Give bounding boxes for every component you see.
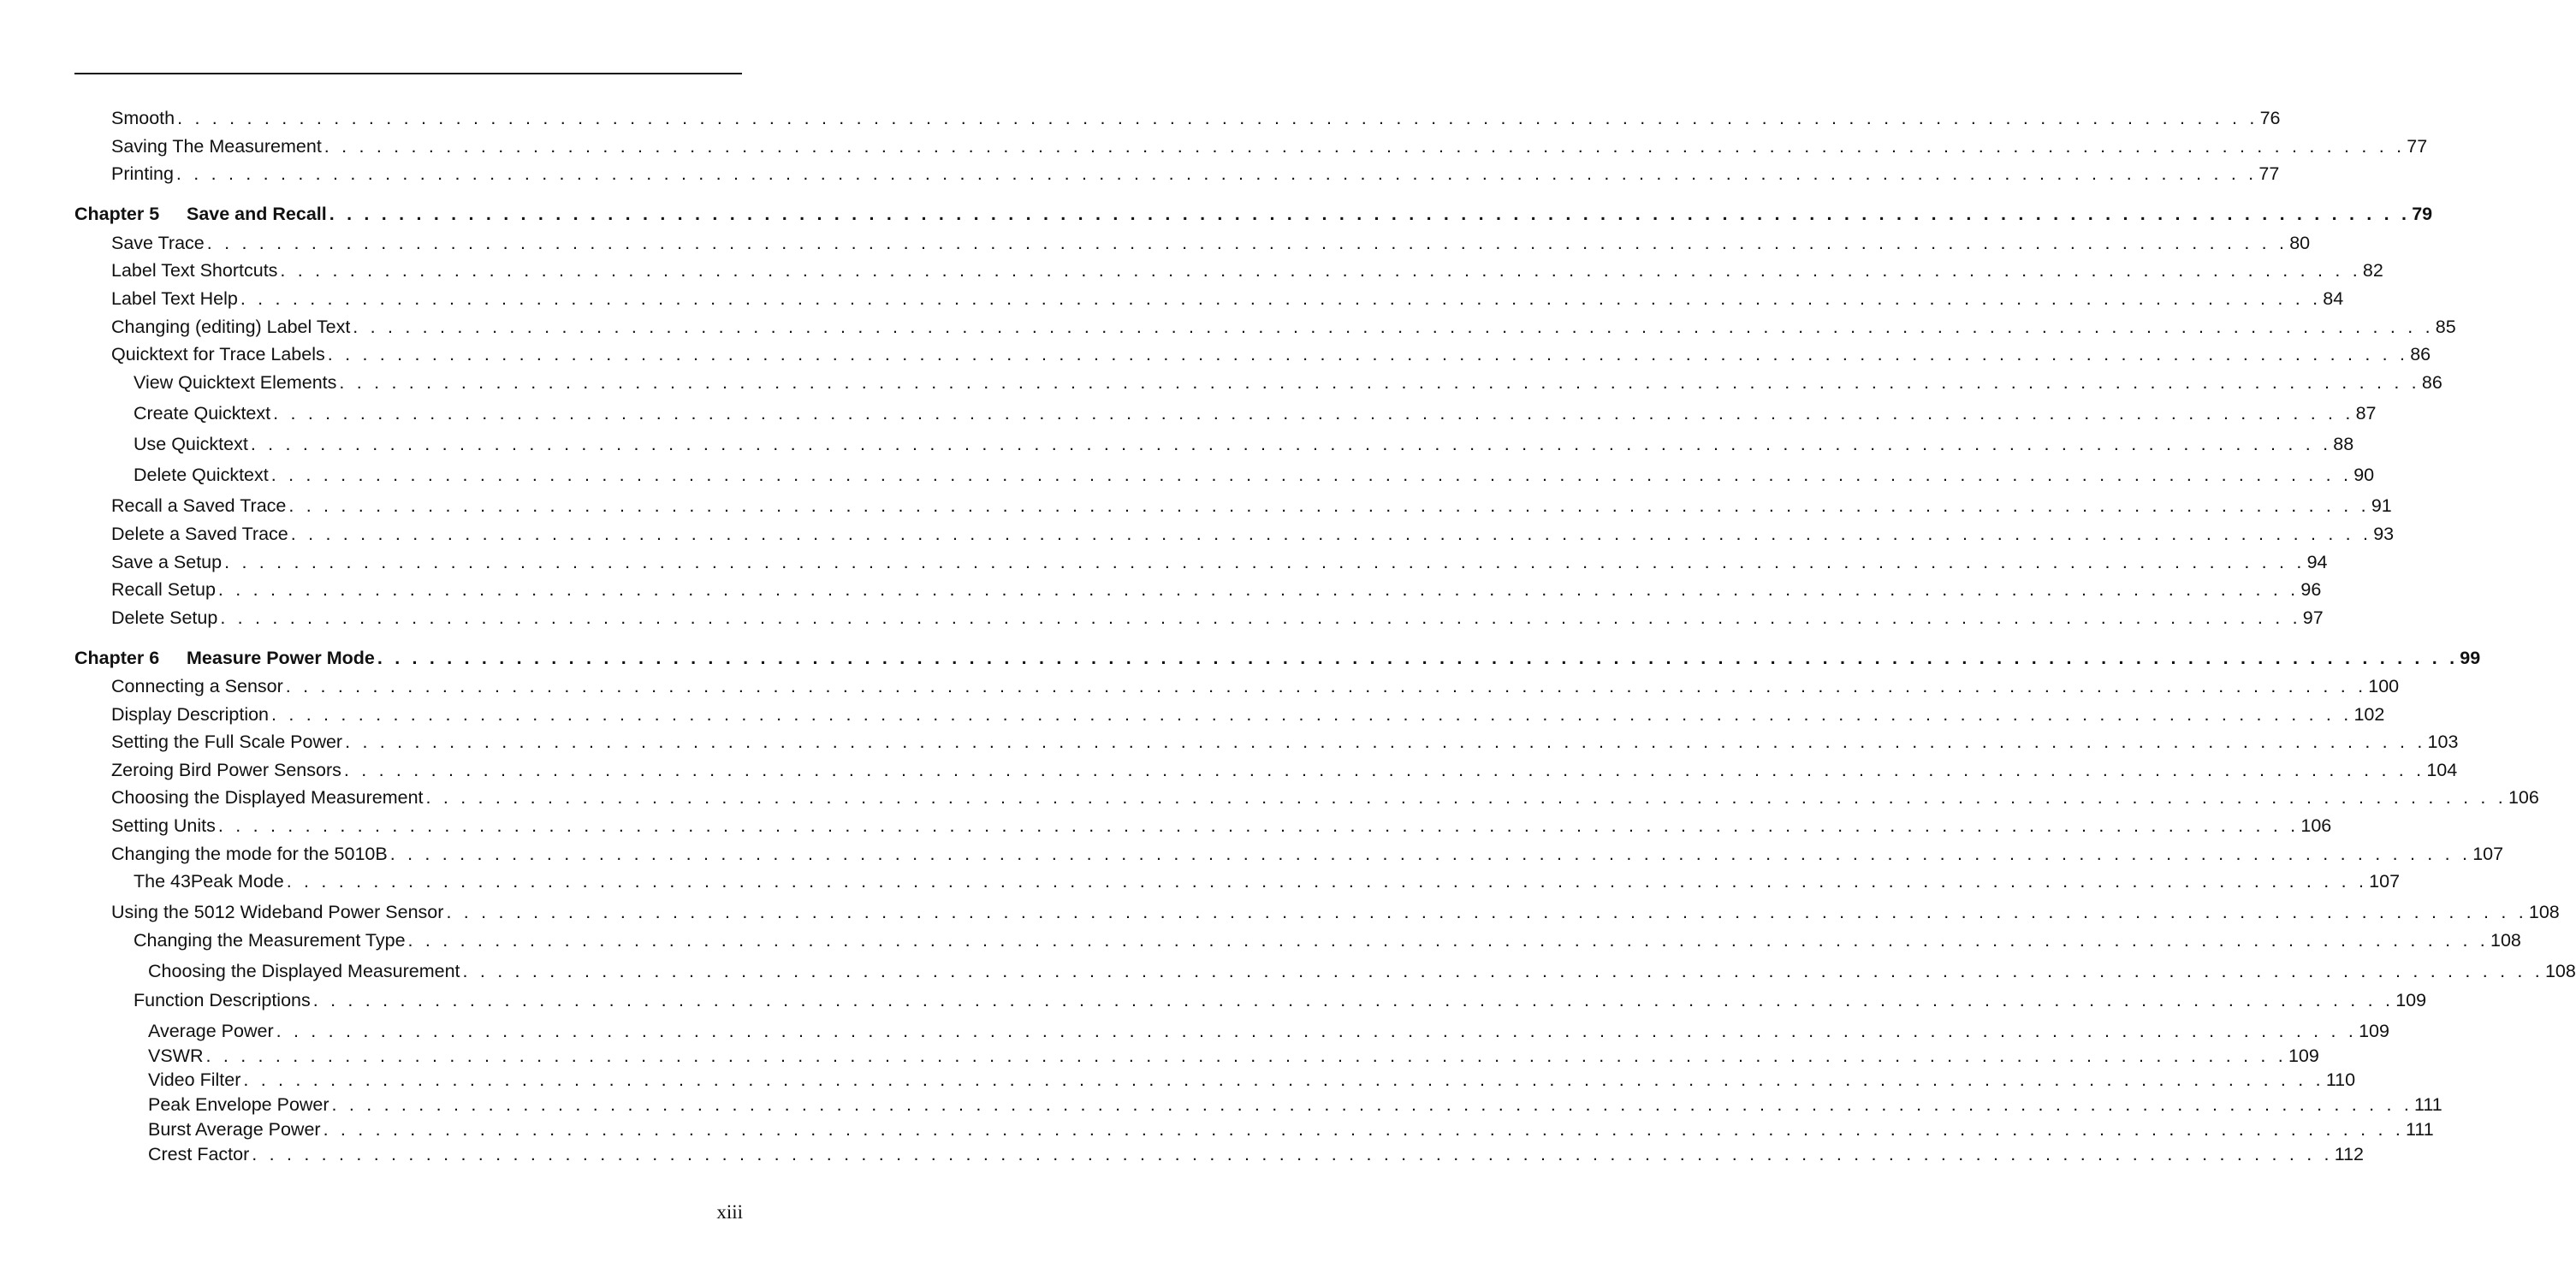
entry-page-number: 107: [2369, 871, 2401, 892]
entry-title: Save and Recall: [187, 204, 327, 224]
entry-page-number: 109: [2288, 1046, 2319, 1066]
entry-page-number: 77: [2407, 136, 2428, 157]
entry-page-number: 102: [2353, 704, 2385, 725]
dot-leader: . . . . . . . . . . . . . . . . . . . . . . . . . . . . . . . . . . . . . . . . . . . . . . . . . . . . . . . . . . . . . . . . . . . . . . . . . . . . . . . . . . . . . . . . . . . . . . . . . . . . . . . . . . . . . . . . . . . . . . . .: [273, 403, 2354, 424]
dot-leader: . . . . . . . . . . . . . . . . . . . . . . . . . . . . . . . . . . . . . . . . . . . . . . . . . . . . . . . . . . . . . . . . . . . . . . . . . . . . . . . . . . . . . . . . . . . . . . . . . . . . . . . . . . . . . . . . . . . . . . . .: [286, 871, 2368, 892]
toc-entry[interactable]: [148, 1117, 2434, 1141]
dot-leader: . . . . . . . . . . . . . . . . . . . . . . . . . . . . . . . . . . . . . . . . . . . . . . . . . . . . . . . . . . . . . . . . . . . . . . . . . . . . . . . . . . . . . . . . . . . . . . . . . . . . . . . . . . . . . . . . . . . . . . . .: [205, 1046, 2287, 1066]
toc-entry[interactable]: [111, 287, 2344, 311]
entry-title: Delete a Saved Trace: [111, 524, 288, 544]
entry-page-number: 76: [2259, 108, 2281, 128]
dot-leader: . . . . . . . . . . . . . . . . . . . . . . . . . . . . . . . . . . . . . . . . . . . . . . . . . . . . . . . . . . . . . . . . . . . . . . . . . . . . . . . . . . . . . . . . . . . . . . . . . . . . . . . . . . . . . . . . . . . . . . . .: [285, 676, 2367, 696]
toc-entry[interactable]: [111, 785, 2539, 809]
dot-leader: . . . . . . . . . . . . . . . . . . . . . . . . . . . . . . . . . . . . . . . . . . . . . . . . . . . . . . . . . . . . . . . . . . . . . . . . . . . . . . . . . . . . . . . . . . . . . . . . . . . . . . . . . . . . . . . . . . . . . . . .: [175, 163, 2258, 184]
header-rule: [74, 73, 742, 74]
toc-entry[interactable]: [111, 814, 2332, 838]
dot-leader: . . . . . . . . . . . . . . . . . . . . . . . . . . . . . . . . . . . . . . . . . . . . . . . . . . . . . . . . . . . . . . . . . . . . . . . . . . . . . . . . . . . . . . . . . . . . . . . . . . . . . . . . . . . . . . . . . . . . . . . .: [252, 1144, 2333, 1164]
dot-leader: . . . . . . . . . . . . . . . . . . . . . . . . . . . . . . . . . . . . . . . . . . . . . . . . . . . . . . . . . . . . . . . . . . . . . . . . . . . . . . . . . . . . . . . . . . . . . . . . . . . . . . . . . . . . . . . . . . . . . . . .: [312, 990, 2395, 1010]
entry-page-number: 106: [2508, 787, 2539, 808]
toc-entry[interactable]: [111, 550, 2328, 574]
toc-entry[interactable]: [111, 606, 2324, 630]
dot-leader: . . . . . . . . . . . . . . . . . . . . . . . . . . . . . . . . . . . . . . . . . . . . . . . . . . . . . . . . . . . . . . . . . . . . . . . . . . . . . . . . . . . . . . . . . . . . . . . . . . . . . . . . . . . . . . . . . . . . . . . .: [224, 552, 2306, 572]
dot-leader: . . . . . . . . . . . . . . . . . . . . . . . . . . . . . . . . . . . . . . . . . . . . . . . . . . . . . . . . . . . . . . . . . . . . . . . . . . . . . . . . . . . . . . . . . . . . . . . . . . . . . . . . . . . . . . . . . . . . . . . .: [206, 233, 2288, 253]
dot-leader: . . . . . . . . . . . . . . . . . . . . . . . . . . . . . . . . . . . . . . . . . . . . . . . . . . . . . . . . . . . . . . . . . . . . . . . . . . . . . . . . . . . . . . . . . . . . . . . . . . . . . . . . . . . . . . . . . . . . . . . .: [217, 579, 2300, 600]
toc-entry[interactable]: [111, 494, 2392, 518]
toc-chapter-entry[interactable]: [74, 202, 2433, 226]
toc-entry[interactable]: [111, 258, 2383, 282]
toc-entry[interactable]: [111, 522, 2395, 546]
toc-entry[interactable]: [111, 231, 2311, 255]
entry-page-number: 97: [2302, 607, 2324, 628]
entry-title: Changing the Measurement Type: [134, 930, 406, 951]
toc-entry[interactable]: [134, 988, 2427, 1012]
entry-page-number: 100: [2368, 676, 2400, 696]
toc-entry[interactable]: [111, 758, 2458, 782]
entry-page-number: 86: [2421, 372, 2442, 393]
dot-leader: . . . . . . . . . . . . . . . . . . . . . . . . . . . . . . . . . . . . . . . . . . . . . . . . . . . . . . . . . . . . . . . . . . . . . . . . . . . . . . . . . . . . . . . . . . . . . . . . . . . . . . . . . . . . . . . . . . . . . . . .: [329, 204, 2411, 224]
dot-leader: . . . . . . . . . . . . . . . . . . . . . . . . . . . . . . . . . . . . . . . . . . . . . . . . . . . . . . . . . . . . . . . . . . . . . . . . . . . . . . . . . . . . . . . . . . . . . . . . . . . . . . . . . . . . . . . . . . . . . . . .: [243, 1069, 2324, 1090]
entry-page-number: 111: [2414, 1094, 2442, 1115]
entry-page-number: 109: [2359, 1021, 2389, 1041]
dot-leader: . . . . . . . . . . . . . . . . . . . . . . . . . . . . . . . . . . . . . . . . . . . . . . . . . . . . . . . . . . . . . . . . . . . . . . . . . . . . . . . . . . . . . . . . . . . . . . . . . . . . . . . . . . . . . . . . . . . . . . . .: [462, 961, 2543, 981]
entry-title: VSWR: [148, 1046, 204, 1066]
entry-title: Choosing the Displayed Measurement: [111, 787, 424, 808]
entry-page-number: 85: [2435, 317, 2456, 337]
toc-entry[interactable]: [111, 900, 2560, 924]
entry-page-number: 109: [2395, 990, 2427, 1010]
entry-title: Crest Factor: [148, 1144, 250, 1164]
toc-entry[interactable]: [111, 730, 2459, 754]
dot-leader: . . . . . . . . . . . . . . . . . . . . . . . . . . . . . . . . . . . . . . . . . . . . . . . . . . . . . . . . . . . . . . . . . . . . . . . . . . . . . . . . . . . . . . . . . . . . . . . . . . . . . . . . . . . . . . . . . . . . . . . .: [339, 372, 2420, 393]
entry-title: Saving The Measurement: [111, 136, 322, 157]
toc-entry[interactable]: [111, 674, 2400, 698]
toc-entry[interactable]: [134, 869, 2401, 893]
toc-entry[interactable]: [111, 162, 2280, 186]
entry-page-number: 93: [2373, 524, 2395, 544]
dot-leader: . . . . . . . . . . . . . . . . . . . . . . . . . . . . . . . . . . . . . . . . . . . . . . . . . . . . . . . . . . . . . . . . . . . . . . . . . . . . . . . . . . . . . . . . . . . . . . . . . . . . . . . . . . . . . . . . . . . . . . . .: [288, 495, 2370, 516]
entry-title: Delete Setup: [111, 607, 218, 628]
entry-title: Save a Setup: [111, 552, 223, 572]
entry-page-number: 110: [2325, 1069, 2356, 1090]
toc-entry[interactable]: [111, 702, 2385, 726]
entry-title: Measure Power Mode: [187, 648, 375, 668]
entry-title: Save Trace: [111, 233, 205, 253]
toc-entry[interactable]: [148, 1142, 2365, 1166]
entry-title: Recall a Saved Trace: [111, 495, 287, 516]
entry-page-number: 99: [2460, 648, 2481, 668]
dot-leader: . . . . . . . . . . . . . . . . . . . . . . . . . . . . . . . . . . . . . . . . . . . . . . . . . . . . . . . . . . . . . . . . . . . . . . . . . . . . . . . . . . . . . . . . . . . . . . . . . . . . . . . . . . . . . . . . . . . . . . . .: [327, 344, 2409, 364]
toc-entry[interactable]: [111, 342, 2431, 366]
entry-title: Using the 5012 Wideband Power Sensor: [111, 902, 444, 922]
entry-title: Video Filter: [148, 1069, 241, 1090]
toc-entry[interactable]: [134, 463, 2375, 487]
entry-page-number: 77: [2258, 163, 2280, 184]
entry-page-number: 111: [2406, 1119, 2434, 1140]
dot-leader: . . . . . . . . . . . . . . . . . . . . . . . . . . . . . . . . . . . . . . . . . . . . . . . . . . . . . . . . . . . . . . . . . . . . . . . . . . . . . . . . . . . . . . . . . . . . . . . . . . . . . . . . . . . . . . . . . . . . . . . .: [377, 648, 2459, 668]
entry-page-number: 106: [2300, 815, 2332, 836]
dot-leader: . . . . . . . . . . . . . . . . . . . . . . . . . . . . . . . . . . . . . . . . . . . . . . . . . . . . . . . . . . . . . . . . . . . . . . . . . . . . . . . . . . . . . . . . . . . . . . . . . . . . . . . . . . . . . . . . . . . . . . . .: [271, 704, 2353, 725]
chapter-number: Chapter 5: [74, 204, 160, 224]
entry-page-number: 107: [2472, 844, 2504, 864]
dot-leader: . . . . . . . . . . . . . . . . . . . . . . . . . . . . . . . . . . . . . . . . . . . . . . . . . . . . . . . . . . . . . . . . . . . . . . . . . . . . . . . . . . . . . . . . . . . . . . . . . . . . . . . . . . . . . . . . . . . . . . . .: [177, 108, 2258, 128]
entry-title: Peak Envelope Power: [148, 1094, 329, 1115]
dot-leader: . . . . . . . . . . . . . . . . . . . . . . . . . . . . . . . . . . . . . . . . . . . . . . . . . . . . . . . . . . . . . . . . . . . . . . . . . . . . . . . . . . . . . . . . . . . . . . . . . . . . . . . . . . . . . . . . . . . . . . . .: [250, 434, 2332, 454]
dot-leader: . . . . . . . . . . . . . . . . . . . . . . . . . . . . . . . . . . . . . . . . . . . . . . . . . . . . . . . . . . . . . . . . . . . . . . . . . . . . . . . . . . . . . . . . . . . . . . . . . . . . . . . . . . . . . . . . . . . . . . . .: [446, 902, 2527, 922]
entry-page-number: 108: [2528, 902, 2560, 922]
dot-leader: . . . . . . . . . . . . . . . . . . . . . . . . . . . . . . . . . . . . . . . . . . . . . . . . . . . . . . . . . . . . . . . . . . . . . . . . . . . . . . . . . . . . . . . . . . . . . . . . . . . . . . . . . . . . . . . . . . . . . . . .: [280, 260, 2361, 281]
toc-entry[interactable]: [148, 1093, 2442, 1117]
toc-entry[interactable]: [148, 1019, 2389, 1043]
toc-entry[interactable]: [148, 1044, 2319, 1068]
entry-title: Average Power: [148, 1021, 274, 1041]
toc-entry[interactable]: [111, 134, 2428, 158]
dot-leader: . . . . . . . . . . . . . . . . . . . . . . . . . . . . . . . . . . . . . . . . . . . . . . . . . . . . . . . . . . . . . . . . . . . . . . . . . . . . . . . . . . . . . . . . . . . . . . . . . . . . . . . . . . . . . . . . . . . . . . . .: [331, 1094, 2413, 1115]
toc-chapter-entry[interactable]: [74, 646, 2481, 670]
entry-title: The 43Peak Mode: [134, 871, 284, 892]
entry-page-number: 80: [2289, 233, 2311, 253]
entry-title: Use Quicktext: [134, 434, 248, 454]
entry-title: Setting Units: [111, 815, 216, 836]
entry-title: Quicktext for Trace Labels: [111, 344, 325, 364]
dot-leader: . . . . . . . . . . . . . . . . . . . . . . . . . . . . . . . . . . . . . . . . . . . . . . . . . . . . . . . . . . . . . . . . . . . . . . . . . . . . . . . . . . . . . . . . . . . . . . . . . . . . . . . . . . . . . . . . . . . . . . . .: [345, 732, 2426, 752]
entry-page-number: 96: [2300, 579, 2322, 600]
toc-entry[interactable]: [134, 401, 2377, 425]
toc-entry[interactable]: [111, 106, 2281, 130]
toc-entry[interactable]: [111, 578, 2322, 601]
toc-entry[interactable]: [134, 928, 2521, 952]
dot-leader: . . . . . . . . . . . . . . . . . . . . . . . . . . . . . . . . . . . . . . . . . . . . . . . . . . . . . . . . . . . . . . . . . . . . . . . . . . . . . . . . . . . . . . . . . . . . . . . . . . . . . . . . . . . . . . . . . . . . . . . .: [425, 787, 2507, 808]
entry-page-number: 90: [2353, 465, 2375, 485]
entry-page-number: 108: [2544, 961, 2576, 981]
entry-title: Delete Quicktext: [134, 465, 269, 485]
entry-page-number: 103: [2427, 732, 2459, 752]
toc-entry[interactable]: [134, 370, 2442, 394]
toc-entry[interactable]: [148, 959, 2576, 983]
dot-leader: . . . . . . . . . . . . . . . . . . . . . . . . . . . . . . . . . . . . . . . . . . . . . . . . . . . . . . . . . . . . . . . . . . . . . . . . . . . . . . . . . . . . . . . . . . . . . . . . . . . . . . . . . . . . . . . . . . . . . . . .: [290, 524, 2372, 544]
entry-page-number: 104: [2426, 760, 2458, 780]
toc-entry[interactable]: [111, 842, 2504, 866]
entry-page-number: 84: [2323, 288, 2344, 309]
entry-title: View Quicktext Elements: [134, 372, 337, 393]
entry-title: Create Quicktext: [134, 403, 271, 424]
entry-page-number: 87: [2355, 403, 2377, 424]
entry-title: Label Text Shortcuts: [111, 260, 278, 281]
entry-title: Burst Average Power: [148, 1119, 321, 1140]
dot-leader: . . . . . . . . . . . . . . . . . . . . . . . . . . . . . . . . . . . . . . . . . . . . . . . . . . . . . . . . . . . . . . . . . . . . . . . . . . . . . . . . . . . . . . . . . . . . . . . . . . . . . . . . . . . . . . . . . . . . . . . .: [240, 288, 2322, 309]
dot-leader: . . . . . . . . . . . . . . . . . . . . . . . . . . . . . . . . . . . . . . . . . . . . . . . . . . . . . . . . . . . . . . . . . . . . . . . . . . . . . . . . . . . . . . . . . . . . . . . . . . . . . . . . . . . . . . . . . . . . . . . .: [220, 607, 2301, 628]
entry-title: Changing the mode for the 5010B: [111, 844, 388, 864]
entry-page-number: 112: [2334, 1144, 2365, 1164]
entry-title: Connecting a Sensor: [111, 676, 283, 696]
entry-title: Smooth: [111, 108, 175, 128]
entry-title: Printing: [111, 163, 174, 184]
entry-title: Recall Setup: [111, 579, 216, 600]
entry-title: Function Descriptions: [134, 990, 311, 1010]
dot-leader: . . . . . . . . . . . . . . . . . . . . . . . . . . . . . . . . . . . . . . . . . . . . . . . . . . . . . . . . . . . . . . . . . . . . . . . . . . . . . . . . . . . . . . . . . . . . . . . . . . . . . . . . . . . . . . . . . . . . . . . .: [323, 1119, 2405, 1140]
entry-page-number: 91: [2371, 495, 2392, 516]
entry-page-number: 86: [2410, 344, 2431, 364]
entry-page-number: 82: [2362, 260, 2383, 281]
entry-title: Setting the Full Scale Power: [111, 732, 343, 752]
dot-leader: . . . . . . . . . . . . . . . . . . . . . . . . . . . . . . . . . . . . . . . . . . . . . . . . . . . . . . . . . . . . . . . . . . . . . . . . . . . . . . . . . . . . . . . . . . . . . . . . . . . . . . . . . . . . . . . . . . . . . . . .: [389, 844, 2472, 864]
entry-page-number: 88: [2333, 434, 2354, 454]
entry-title: Label Text Help: [111, 288, 238, 309]
dot-leader: . . . . . . . . . . . . . . . . . . . . . . . . . . . . . . . . . . . . . . . . . . . . . . . . . . . . . . . . . . . . . . . . . . . . . . . . . . . . . . . . . . . . . . . . . . . . . . . . . . . . . . . . . . . . . . . . . . . . . . . .: [407, 930, 2489, 951]
dot-leader: . . . . . . . . . . . . . . . . . . . . . . . . . . . . . . . . . . . . . . . . . . . . . . . . . . . . . . . . . . . . . . . . . . . . . . . . . . . . . . . . . . . . . . . . . . . . . . . . . . . . . . . . . . . . . . . . . . . . . . . .: [343, 760, 2425, 780]
entry-title: Changing (editing) Label Text: [111, 317, 351, 337]
dot-leader: . . . . . . . . . . . . . . . . . . . . . . . . . . . . . . . . . . . . . . . . . . . . . . . . . . . . . . . . . . . . . . . . . . . . . . . . . . . . . . . . . . . . . . . . . . . . . . . . . . . . . . . . . . . . . . . . . . . . . . . .: [323, 136, 2406, 157]
chapter-number: Chapter 6: [74, 648, 160, 668]
entry-title: Choosing the Displayed Measurement: [148, 961, 460, 981]
dot-leader: . . . . . . . . . . . . . . . . . . . . . . . . . . . . . . . . . . . . . . . . . . . . . . . . . . . . . . . . . . . . . . . . . . . . . . . . . . . . . . . . . . . . . . . . . . . . . . . . . . . . . . . . . . . . . . . . . . . . . . . .: [270, 465, 2353, 485]
dot-leader: . . . . . . . . . . . . . . . . . . . . . . . . . . . . . . . . . . . . . . . . . . . . . . . . . . . . . . . . . . . . . . . . . . . . . . . . . . . . . . . . . . . . . . . . . . . . . . . . . . . . . . . . . . . . . . . . . . . . . . . .: [353, 317, 2434, 337]
toc-entry[interactable]: [148, 1068, 2356, 1092]
dot-leader: . . . . . . . . . . . . . . . . . . . . . . . . . . . . . . . . . . . . . . . . . . . . . . . . . . . . . . . . . . . . . . . . . . . . . . . . . . . . . . . . . . . . . . . . . . . . . . . . . . . . . . . . . . . . . . . . . . . . . . . .: [217, 815, 2300, 836]
entry-page-number: 79: [2412, 204, 2433, 224]
entry-page-number: 94: [2306, 552, 2328, 572]
page-number: xiii: [716, 1201, 743, 1223]
toc-entry[interactable]: [111, 315, 2456, 339]
toc-entry[interactable]: [134, 432, 2354, 456]
entry-title: Display Description: [111, 704, 270, 725]
dot-leader: . . . . . . . . . . . . . . . . . . . . . . . . . . . . . . . . . . . . . . . . . . . . . . . . . . . . . . . . . . . . . . . . . . . . . . . . . . . . . . . . . . . . . . . . . . . . . . . . . . . . . . . . . . . . . . . . . . . . . . . .: [276, 1021, 2358, 1041]
entry-page-number: 108: [2490, 930, 2521, 951]
entry-title: Zeroing Bird Power Sensors: [111, 760, 341, 780]
